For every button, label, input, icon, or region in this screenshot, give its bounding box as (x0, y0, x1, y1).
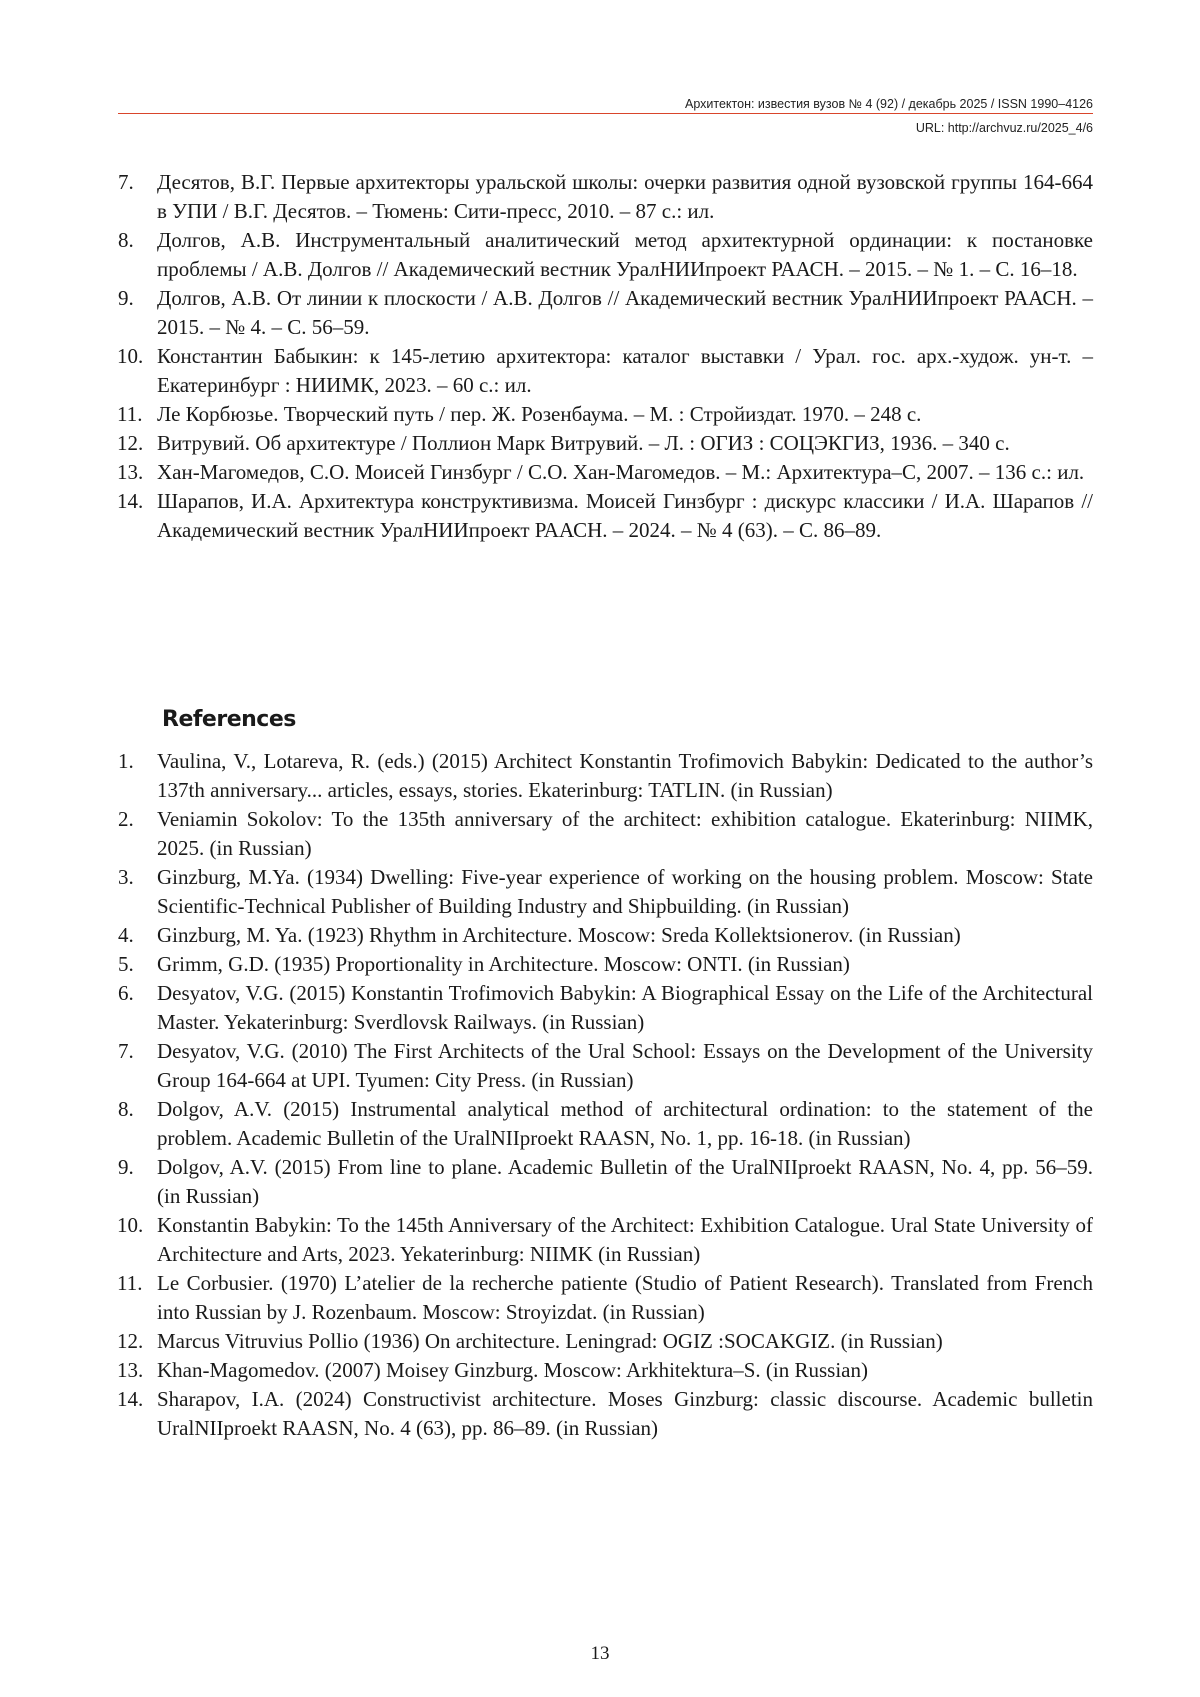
reference-text: Veniamin Sokolov: To the 135th anniversary of the architect: exhibition catalogue. Ekaterinburg: NIIMK, 2025. (in Russian) (157, 807, 1093, 860)
reference-number: 14. (117, 1387, 144, 1411)
reference-text: Marcus Vitruvius Pollio (1936) On architecture. Leningrad: OGIZ :SOCAKGIZ. (in Russian) (157, 1329, 943, 1353)
reference-item (118, 342, 1093, 400)
english-reference-list (118, 747, 1093, 1443)
reference-item (118, 950, 1093, 979)
references-heading: References (162, 707, 296, 732)
reference-item (118, 921, 1093, 950)
reference-item (118, 458, 1093, 487)
reference-item (118, 863, 1093, 921)
reference-number: 10. (117, 1213, 144, 1237)
reference-item (118, 805, 1093, 863)
reference-text: Ginzburg, M. Ya. (1923) Rhythm in Architecture. Moscow: Sreda Kollektsionerov. (in Russian) (157, 923, 961, 947)
reference-text: Константин Бабыкин: к 145-летию архитектора: каталог выставки / Урал. гос. арх.-худож. ун-т. – Екатеринбург : НИИМК, 2023. – 60 с.: ил. (157, 344, 1093, 397)
reference-item (118, 168, 1093, 226)
reference-number: 13. (117, 1358, 144, 1382)
reference-item (118, 226, 1093, 284)
reference-text: Sharapov, I.A. (2024) Constructivist architecture. Moses Ginzburg: classic discourse. Academic bulletin UralNIIproekt RAASN, No. 4 (63), pp. 86–89. (in Russian) (157, 1387, 1093, 1440)
reference-number: 10. (117, 344, 144, 368)
reference-number: 9. (118, 286, 134, 310)
reference-number: 7. (118, 1039, 134, 1063)
reference-number: 13. (117, 460, 144, 484)
reference-text: Ginzburg, M.Ya. (1934) Dwelling: Five-year experience of working on the housing problem. Moscow: State Scientific-Technical Publisher of Building Industry and Shipbuilding. (in Russian) (157, 865, 1093, 918)
reference-text: Десятов, В.Г. Первые архитекторы уральской школы: очерки развития одной вузовской группы 164-664 в УПИ / В.Г. Десятов. – Тюмень: Сити-пресс, 2010. – 87 с.: ил. (157, 170, 1093, 223)
reference-text: Долгов, А.В. Инструментальный аналитический метод архитектурной ординации: к постановке проблемы / А.В. Долгов // Академический вестник УралНИИпроект РААСН. – 2015. – № 1. – С. 16–18. (157, 228, 1093, 281)
reference-item (118, 1037, 1093, 1095)
reference-text: Grimm, G.D. (1935) Proportionality in Architecture. Moscow: ONTI. (in Russian) (157, 952, 850, 976)
reference-text: Dolgov, A.V. (2015) Instrumental analytical method of architectural ordination: to the statement of the problem. Academic Bulletin of the UralNIIproekt RAASN, No. 1, pp. 16-18. (in Russian) (157, 1097, 1093, 1150)
reference-item (118, 1356, 1093, 1385)
journal-header: Архитектон: известия вузов № 4 (92) / декабрь 2025 / ISSN 1990–4126 (685, 97, 1093, 111)
reference-number: 1. (118, 749, 134, 773)
reference-item (118, 400, 1093, 429)
reference-number: 9. (118, 1155, 134, 1179)
reference-text: Хан-Магомедов, С.О. Моисей Гинзбург / С.О. Хан-Магомедов. – М.: Архитектура–С, 2007. – 136 с.: ил. (157, 460, 1085, 484)
reference-number: 12. (117, 1329, 144, 1353)
reference-number: 11. (117, 402, 143, 426)
russian-reference-list (118, 168, 1093, 545)
reference-item (118, 1153, 1093, 1211)
reference-item (118, 747, 1093, 805)
reference-number: 6. (118, 981, 134, 1005)
reference-text: Khan-Magomedov. (2007) Moisey Ginzburg. Moscow: Arkhitektura–S. (in Russian) (157, 1358, 868, 1382)
reference-text: Шарапов, И.А. Архитектура конструктивизма. Моисей Гинзбург : дискурс классики / И.А. Шарапов // Академический вестник УралНИИпроект РААСН. – 2024. – № 4 (63). – С. 86–89. (157, 489, 1093, 542)
reference-number: 8. (118, 1097, 134, 1121)
reference-text: Desyatov, V.G. (2015) Konstantin Trofimovich Babykin: A Biographical Essay on the Life of the Architectural Master. Yekaterinburg: Sverdlovsk Railways. (in Russian) (157, 981, 1093, 1034)
reference-number: 3. (118, 865, 134, 889)
reference-item (118, 487, 1093, 545)
reference-item (118, 979, 1093, 1037)
reference-item (118, 1211, 1093, 1269)
reference-number: 7. (118, 170, 134, 194)
reference-number: 8. (118, 228, 134, 252)
reference-item (118, 1095, 1093, 1153)
reference-text: Dolgov, A.V. (2015) From line to plane. Academic Bulletin of the UralNIIproekt RAASN, No. 4, pp. 56–59. (in Russian) (157, 1155, 1093, 1208)
reference-text: Konstantin Babykin: To the 145th Anniversary of the Architect: Exhibition Catalogue. Ural State University of Architecture and Arts, 2023. Yekaterinburg: NIIMK (in Russian) (157, 1213, 1093, 1266)
reference-text: Долгов, А.В. От линии к плоскости / А.В. Долгов // Академический вестник УралНИИпроект РААСН. – 2015. – № 4. – С. 56–59. (157, 286, 1093, 339)
page-number: 13 (590, 1643, 610, 1664)
reference-item (118, 284, 1093, 342)
reference-text: Витрувий. Об архитектуре / Поллион Марк Витрувий. – Л. : ОГИЗ : СОЦЭКГИЗ, 1936. – 340 с. (157, 431, 1010, 455)
reference-number: 11. (117, 1271, 143, 1295)
header-rule (118, 113, 1093, 114)
reference-text: Ле Корбюзье. Творческий путь / пер. Ж. Розенбаума. – М. : Стройиздат. 1970. – 248 с. (157, 402, 922, 426)
journal-url: URL: http://archvuz.ru/2025_4/6 (915, 121, 1093, 135)
reference-item (118, 1327, 1093, 1356)
reference-text: Le Corbusier. (1970) L’atelier de la recherche patiente (Studio of Patient Research). Translated from French into Russian by J. Rozenbaum. Moscow: Stroyizdat. (in Russian) (157, 1271, 1093, 1324)
reference-text: Desyatov, V.G. (2010) The First Architects of the Ural School: Essays on the Development of the University Group 164-664 at UPI. Tyumen: City Press. (in Russian) (157, 1039, 1093, 1092)
reference-number: 12. (117, 431, 144, 455)
reference-number: 5. (118, 952, 134, 976)
reference-number: 4. (118, 923, 134, 947)
reference-item (118, 1385, 1093, 1443)
reference-number: 14. (117, 489, 144, 513)
reference-item (118, 429, 1093, 458)
reference-text: Vaulina, V., Lotareva, R. (eds.) (2015) Architect Konstantin Trofimovich Babykin: Dedicated to the author’s 137th anniversary... articles, essays, stories. Ekaterinburg: TATLIN. (in Russian) (157, 749, 1093, 802)
reference-number: 2. (118, 807, 134, 831)
reference-item (118, 1269, 1093, 1327)
